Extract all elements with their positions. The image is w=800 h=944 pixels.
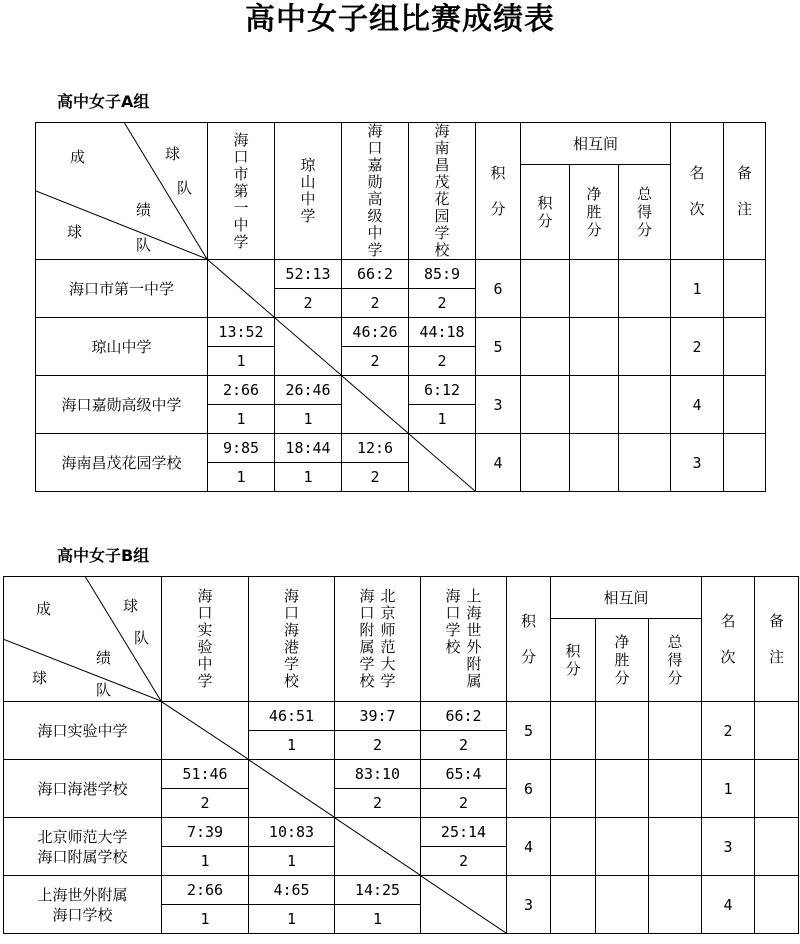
match-points: 2	[335, 789, 421, 818]
row-remark	[755, 760, 799, 818]
row-team-name-label: 海口海港学校	[37, 779, 128, 798]
row-team-name	[4, 702, 162, 760]
row-team-name-label: 海口嘉勋高级中学	[61, 395, 182, 414]
match-score: 10:83	[249, 818, 335, 847]
corner-label-qiu2: 球	[67, 223, 83, 241]
match-score: 46:26	[342, 318, 409, 347]
column-remark-label: 备 注	[737, 164, 753, 218]
page-title: 高中女子组比赛成绩表	[245, 2, 555, 37]
self-match-cell	[409, 434, 476, 492]
self-match-cell	[162, 702, 249, 760]
column-remark-label: 备 注	[769, 612, 785, 666]
row-remark	[724, 376, 766, 434]
corner-diagonal-2	[4, 639, 161, 701]
column-remark	[724, 123, 766, 260]
column-mutual-3-label: 总 得 分	[667, 633, 683, 687]
row-total-points: 4	[507, 818, 551, 876]
match-score: 25:14	[421, 818, 507, 847]
row-remark	[724, 318, 766, 376]
match-points: 1	[208, 347, 275, 376]
column-team-3-line1: 北 京 师 范 大 学	[380, 587, 396, 690]
self-match-diagonal	[421, 876, 506, 933]
column-points	[507, 577, 551, 702]
column-mutual-1	[521, 165, 570, 260]
column-team-3-label: 海 口 嘉 勋 高 级 中 学	[367, 122, 383, 259]
row-mutual-cell-1	[551, 760, 596, 818]
row-mutual-cell-2	[596, 876, 649, 934]
column-team-1-label: 海 口 市 第 一 中 学	[233, 130, 249, 251]
self-match-diagonal	[409, 434, 475, 491]
column-team-2-label: 琼 山 中 学	[300, 156, 316, 225]
match-score: 12:6	[342, 434, 409, 463]
self-match-cell	[335, 818, 421, 876]
row-mutual-cell-3	[619, 318, 671, 376]
row-mutual-cell-1	[521, 318, 570, 376]
row-team-name	[36, 318, 208, 376]
self-match-diagonal	[249, 760, 334, 817]
corner-label-dui1: 队	[177, 179, 193, 197]
column-mutual-2-label: 净 胜 分	[586, 185, 602, 240]
group-a-table	[35, 122, 766, 492]
match-points: 2	[409, 289, 476, 318]
corner-label-ji: 绩	[136, 201, 152, 219]
column-team-1	[162, 577, 249, 702]
match-points: 2	[342, 289, 409, 318]
match-score: 83:10	[335, 760, 421, 789]
column-team-2	[275, 123, 342, 260]
row-team-name	[4, 818, 162, 876]
row-rank: 1	[671, 260, 724, 318]
match-points: 1	[275, 405, 342, 434]
row-rank: 3	[702, 818, 755, 876]
row-team-name	[36, 376, 208, 434]
self-match-cell	[275, 318, 342, 376]
row-total-points: 6	[476, 260, 521, 318]
match-points: 1	[162, 847, 249, 876]
corner-label-qiu1: 球	[165, 145, 181, 163]
match-points: 1	[249, 731, 335, 760]
column-team-1-label: 海 口 实 验 中 学	[197, 587, 213, 690]
corner-label-cheng: 成	[36, 600, 52, 618]
row-mutual-cell-2	[596, 818, 649, 876]
column-team-4-line1: 上 海 世 外 附 属	[466, 587, 482, 690]
match-score: 7:39	[162, 818, 249, 847]
row-mutual-cell-1	[551, 818, 596, 876]
row-team-name	[4, 760, 162, 818]
row-team-name-label: 海口市第一中学	[68, 279, 174, 298]
table-row	[4, 760, 799, 789]
column-mutual-2	[570, 165, 619, 260]
self-match-cell	[421, 876, 507, 934]
table-row	[36, 318, 766, 347]
match-points: 1	[208, 405, 275, 434]
self-match-diagonal	[275, 318, 341, 375]
self-match-cell	[342, 376, 409, 434]
row-mutual-cell-3	[619, 376, 671, 434]
column-points-label: 积 分	[520, 612, 536, 666]
match-points: 2	[342, 347, 409, 376]
group-b-table	[3, 576, 799, 934]
row-rank: 4	[671, 376, 724, 434]
match-points: 2	[342, 463, 409, 492]
column-team-2-label: 海 口 海 港 学 校	[283, 587, 299, 690]
row-team-name-label: 海口实验中学	[37, 721, 128, 740]
match-score: 44:18	[409, 318, 476, 347]
match-score: 4:65	[249, 876, 335, 905]
row-mutual-cell-2	[570, 318, 619, 376]
row-rank: 2	[671, 318, 724, 376]
row-mutual-cell-1	[521, 260, 570, 318]
corner-header	[36, 123, 208, 260]
column-team-1	[208, 123, 275, 260]
match-score: 66:2	[342, 260, 409, 289]
table-row	[4, 702, 799, 731]
row-mutual-cell-1	[551, 876, 596, 934]
match-points: 2	[409, 347, 476, 376]
match-score: 85:9	[409, 260, 476, 289]
column-mutual-2-label: 净 胜 分	[614, 633, 630, 687]
column-rank-label: 名 次	[720, 612, 736, 666]
match-points: 1	[208, 463, 275, 492]
row-team-name-line2: 海口附属学校	[37, 847, 128, 866]
match-points: 1	[335, 905, 421, 934]
column-points-label: 积 分	[490, 164, 506, 218]
match-score: 46:51	[249, 702, 335, 731]
row-mutual-cell-3	[649, 702, 702, 760]
match-score: 65:4	[421, 760, 507, 789]
self-match-diagonal	[208, 260, 274, 317]
row-mutual-cell-2	[570, 376, 619, 434]
match-score: 13:52	[208, 318, 275, 347]
row-mutual-cell-1	[521, 434, 570, 492]
row-remark	[755, 702, 799, 760]
match-score: 26:46	[275, 376, 342, 405]
row-total-points: 5	[507, 702, 551, 760]
row-total-points: 3	[507, 876, 551, 934]
corner-label-dui2: 队	[136, 236, 152, 254]
column-team-3-line2: 海 口 附 属 学 校	[359, 587, 375, 690]
row-team-name-label: 海南昌茂花园学校	[61, 453, 182, 472]
match-score: 51:46	[162, 760, 249, 789]
column-remark	[755, 577, 799, 702]
row-mutual-cell-2	[596, 760, 649, 818]
row-rank: 3	[671, 434, 724, 492]
row-rank: 2	[702, 702, 755, 760]
row-mutual-cell-2	[596, 702, 649, 760]
column-team-4-label: 海 南 昌 茂 花 园 学 校	[434, 122, 450, 259]
match-score: 2:66	[162, 876, 249, 905]
table-row	[4, 876, 799, 905]
table-row	[4, 818, 799, 847]
group-a-title: 高中女子A组	[57, 92, 150, 111]
match-score: 2:66	[208, 376, 275, 405]
column-mutual-3	[649, 619, 702, 702]
match-points: 1	[409, 405, 476, 434]
match-points: 1	[162, 905, 249, 934]
row-mutual-cell-3	[649, 760, 702, 818]
table-row	[36, 434, 766, 463]
column-team-4	[409, 123, 476, 260]
corner-header	[4, 577, 162, 702]
row-team-name	[4, 876, 162, 934]
corner-label-qiu1: 球	[123, 597, 139, 615]
match-points: 2	[421, 789, 507, 818]
match-points: 2	[275, 289, 342, 318]
match-score: 39:7	[335, 702, 421, 731]
match-score: 6:12	[409, 376, 476, 405]
column-rank-label: 名 次	[689, 164, 705, 218]
column-team-3	[335, 577, 421, 702]
row-team-name-line1: 北京师范大学	[37, 827, 128, 846]
column-team-2	[249, 577, 335, 702]
corner-label-dui1: 队	[134, 629, 150, 647]
row-total-points: 4	[476, 434, 521, 492]
table-row	[36, 376, 766, 405]
row-team-name	[36, 260, 208, 318]
match-points: 1	[249, 905, 335, 934]
column-team-4-line2: 海 口 学 校	[445, 587, 461, 656]
match-score: 18:44	[275, 434, 342, 463]
column-mutual: 相互间	[551, 577, 702, 619]
row-remark	[724, 434, 766, 492]
match-points: 2	[421, 847, 507, 876]
column-mutual-1-label: 积 分	[537, 194, 553, 231]
self-match-diagonal	[162, 702, 248, 759]
match-score: 66:2	[421, 702, 507, 731]
row-mutual-cell-3	[649, 818, 702, 876]
row-rank: 4	[702, 876, 755, 934]
row-remark	[755, 876, 799, 934]
match-score: 52:13	[275, 260, 342, 289]
column-team-4	[421, 577, 507, 702]
corner-label-qiu2: 球	[32, 669, 48, 687]
match-score: 9:85	[208, 434, 275, 463]
row-total-points: 6	[507, 760, 551, 818]
row-total-points: 5	[476, 318, 521, 376]
match-points: 1	[249, 847, 335, 876]
row-team-name-line1: 上海世外附属	[37, 885, 128, 904]
column-mutual-3-label: 总 得 分	[637, 185, 653, 240]
column-mutual-1-label: 积 分	[565, 642, 581, 678]
table-row	[36, 260, 766, 289]
self-match-diagonal	[335, 818, 420, 875]
row-mutual-cell-2	[570, 260, 619, 318]
row-remark	[755, 818, 799, 876]
column-mutual-2	[596, 619, 649, 702]
row-rank: 1	[702, 760, 755, 818]
match-points: 2	[421, 731, 507, 760]
row-mutual-cell-2	[570, 434, 619, 492]
column-rank	[702, 577, 755, 702]
row-mutual-cell-3	[619, 260, 671, 318]
match-points: 1	[275, 463, 342, 492]
self-match-diagonal	[342, 376, 408, 433]
row-team-name-label: 琼山中学	[91, 337, 152, 356]
row-mutual-cell-3	[649, 876, 702, 934]
row-mutual-cell-1	[521, 376, 570, 434]
row-total-points: 3	[476, 376, 521, 434]
row-team-name	[36, 434, 208, 492]
column-mutual: 相互间	[521, 123, 671, 165]
match-score: 14:25	[335, 876, 421, 905]
self-match-cell	[208, 260, 275, 318]
match-points: 2	[162, 789, 249, 818]
column-mutual-1	[551, 619, 596, 702]
column-team-3	[342, 123, 409, 260]
row-team-name-line2: 海口学校	[52, 905, 113, 924]
corner-label-cheng: 成	[70, 148, 86, 166]
row-mutual-cell-3	[619, 434, 671, 492]
column-rank	[671, 123, 724, 260]
match-points: 2	[335, 731, 421, 760]
row-remark	[724, 260, 766, 318]
column-mutual-3	[619, 165, 671, 260]
corner-label-ji: 绩	[96, 649, 112, 667]
self-match-cell	[249, 760, 335, 818]
corner-diagonal-2	[36, 191, 207, 259]
row-mutual-cell-1	[551, 702, 596, 760]
column-points	[476, 123, 521, 260]
corner-label-dui2: 队	[96, 681, 112, 699]
group-b-title: 高中女子B组	[57, 546, 150, 565]
